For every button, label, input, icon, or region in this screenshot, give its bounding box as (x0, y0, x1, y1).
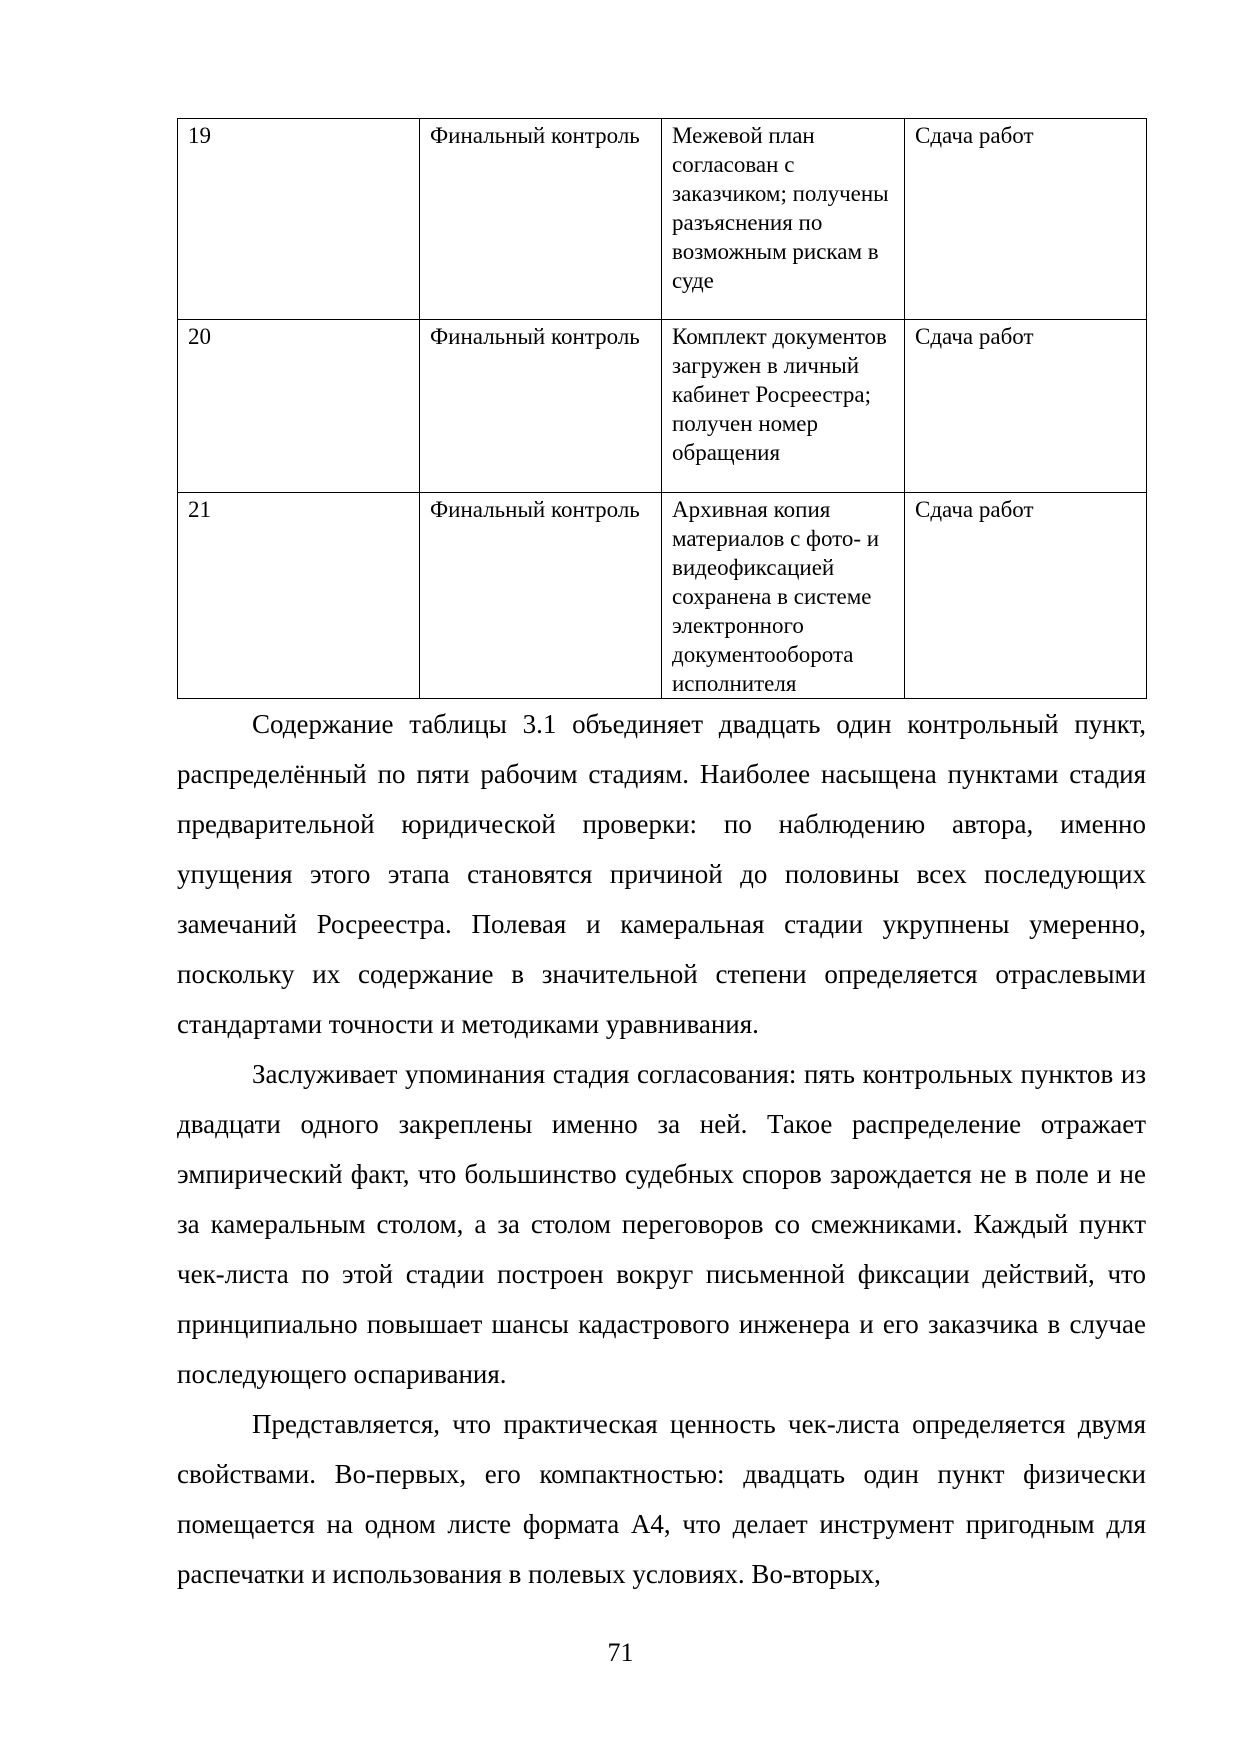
paragraph: Заслуживает упоминания стадия согласования: пять контрольных пунктов из двадцати одного закреплены именно за ней. Такое распределение отражает эмпирический факт, что большинство судебных споров зарождается не в поле и не за камеральным столом, а за столом переговоров со смежниками. Каждый пункт чек-листа по этой стадии построен вокруг письменной фиксации действий, что принципиально повышает шансы кадастрового инженера и его заказчика в случае последующего оспаривания. (177, 1059, 1146, 1389)
paragraph: Представляется, что практическая ценность чек-листа определяется двумя свойствами. Во-первых, его компактностью: двадцать один пункт физически помещается на одном листе формата А4, что делает инструмент пригодным для распечатки и использования в полевых условиях. Во-вторых, (177, 1409, 1146, 1589)
stage-cell: Финальный контроль (420, 493, 662, 699)
result-cell: Сдача работ (905, 119, 1147, 320)
stage-cell: Финальный контроль (420, 119, 662, 320)
page-number: 71 (607, 1638, 634, 1667)
paragraph: Содержание таблицы 3.1 объединяет двадцать один контрольный пункт, распределённый по пяти рабочим стадиям. Наиболее насыщена пунктами стадия предварительной юридической проверки: по наблюдению автора, именно упущения этого этапа становятся причиной до половины всех последующих замечаний Росреестра. Полевая и камеральная стадии укрупнены умеренно, поскольку их содержание в значительной степени определяется отраслевыми стандартами точности и методиками уравнивания. (177, 709, 1146, 1039)
row-number-cell: 20 (178, 320, 420, 493)
checkpoint-cell: Межевой план согласован с заказчиком; получены разъяснения по возможным рискам в суде (662, 119, 905, 320)
document-page (177, 118, 1146, 1599)
result-cell: Сдача работ (905, 493, 1147, 699)
result-cell: Сдача работ (905, 320, 1147, 493)
table-row (178, 493, 1147, 699)
table-row (178, 320, 1147, 493)
row-number-cell: 19 (178, 119, 420, 320)
body-text (177, 699, 1146, 1599)
table-row (178, 119, 1147, 320)
checkpoint-cell: Комплект документов загружен в личный кабинет Росреестра; получен номер обращения (662, 320, 905, 493)
checkpoint-cell: Архивная копия материалов с фото- и видеофиксацией сохранена в системе электронного документооборота исполнителя (662, 493, 905, 699)
row-number-cell: 21 (178, 493, 420, 699)
stage-cell: Финальный контроль (420, 320, 662, 493)
checklist-table (177, 118, 1147, 699)
